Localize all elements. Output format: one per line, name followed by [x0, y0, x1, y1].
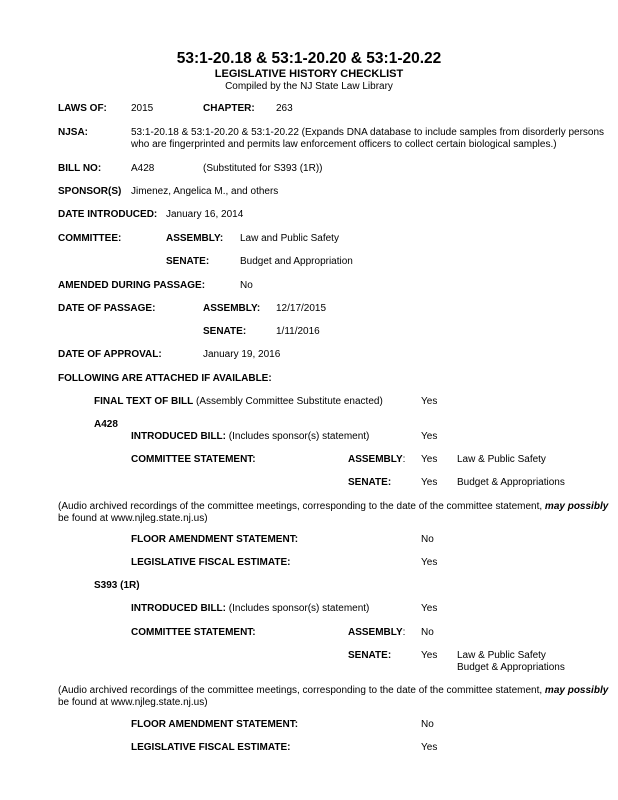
a428-senate-value: Yes: [421, 477, 438, 488]
a428-audio-emphasis: may possibly: [544, 501, 609, 512]
s393-floor-value: No: [421, 719, 434, 730]
committee-senate-value: Budget and Appropriation: [240, 256, 353, 267]
passage-senate-label: SENATE:: [203, 326, 247, 337]
compiled-by: Compiled by the NJ State Law Library: [225, 81, 393, 92]
document-title: 53:1-20.18 & 53:1-20.20 & 53:1-20.22: [176, 50, 442, 67]
committee-assembly-value: Law and Public Safety: [240, 233, 339, 244]
a428-fiscal-value: Yes: [421, 557, 438, 568]
approval-label: DATE OF APPROVAL:: [58, 349, 162, 360]
s393-senate-committee-2: Budget & Appropriations: [457, 662, 565, 673]
date-introduced-value: January 16, 2014: [166, 209, 244, 220]
committee-senate-label: SENATE:: [166, 256, 210, 267]
final-text-row: [94, 396, 383, 408]
a428-audio-note-text: (Audio archived recordings of the committee meetings, corresponding to the date of the committee statement,: [58, 501, 543, 512]
s393-fiscal-value: Yes: [421, 742, 438, 753]
s393-assembly-value: No: [421, 627, 434, 638]
chapter-label: CHAPTER:: [203, 103, 255, 114]
s393-introduced-row: [131, 603, 369, 615]
bill-no-note: (Substituted for S393 (1R)): [203, 163, 323, 174]
chapter-value: 263: [276, 103, 293, 114]
a428-introduced-note: (Includes sponsor(s) statement): [228, 431, 370, 442]
a428-senate-label: SENATE:: [348, 477, 392, 488]
s393-assembly-colon: :: [402, 627, 406, 638]
a428-audio-note-line-1: [58, 501, 608, 513]
passage-assembly-value: 12/17/2015: [276, 303, 327, 314]
final-text-note: (Assembly Committee Substitute enacted): [196, 396, 383, 407]
final-text-label: FINAL TEXT OF BILL: [94, 396, 194, 407]
a428-assembly-value: Yes: [421, 454, 438, 465]
s393-senate-value: Yes: [421, 650, 438, 661]
a428-assembly-colon: :: [402, 454, 406, 465]
sponsors-label: SPONSOR(S): [58, 186, 122, 197]
njsa-label: NJSA:: [58, 127, 89, 138]
amended-label: AMENDED DURING PASSAGE:: [58, 280, 206, 291]
a428-committee-statement-label: COMMITTEE STATEMENT:: [131, 454, 256, 465]
passage-assembly-label: ASSEMBLY:: [203, 303, 261, 314]
laws-of-label: LAWS OF:: [58, 103, 107, 114]
a428-audio-note-line-2: be found at www.njleg.state.nj.us): [58, 513, 208, 524]
attached-heading: FOLLOWING ARE ATTACHED IF AVAILABLE:: [58, 373, 272, 384]
a428-introduced-label: INTRODUCED BILL:: [131, 431, 226, 442]
njsa-line-2: who are fingerprinted and permits law enforcement officers to collect certain biological samples.): [131, 139, 557, 150]
njsa-line-1: 53:1-20.18 & 53:1-20.20 & 53:1-20.22 (Expands DNA database to include samples from disorderly persons: [131, 127, 605, 138]
s393-senate-label: SENATE:: [348, 650, 392, 661]
a428-assembly-committee: Law & Public Safety: [457, 454, 546, 465]
bill-no-value: A428: [131, 163, 155, 174]
s393-heading: S393 (1R): [94, 580, 140, 591]
s393-audio-note-line-2: be found at www.njleg.state.nj.us): [58, 697, 208, 708]
sponsors-value: Jimenez, Angelica M., and others: [131, 186, 279, 197]
s393-audio-emphasis: may possibly: [544, 685, 609, 696]
amended-value: No: [240, 280, 253, 291]
date-introduced-label: DATE INTRODUCED:: [58, 209, 158, 220]
document-subtitle: LEGISLATIVE HISTORY CHECKLIST: [214, 68, 404, 80]
a428-assembly-label: ASSEMBLY: [348, 454, 403, 465]
passage-senate-value: 1/11/2016: [276, 326, 320, 337]
a428-introduced-row: [131, 431, 369, 443]
committee-label: COMMITTEE:: [58, 233, 122, 244]
s393-assembly-label: ASSEMBLY: [348, 627, 403, 638]
s393-floor-label: FLOOR AMENDMENT STATEMENT:: [131, 719, 299, 730]
s393-audio-note-line-1: [58, 685, 608, 697]
final-text-value: Yes: [421, 396, 438, 407]
s393-introduced-value: Yes: [421, 603, 438, 614]
s393-assembly-label-row: [348, 627, 405, 639]
committee-assembly-label: ASSEMBLY:: [166, 233, 224, 244]
a428-assembly-label-row: [348, 454, 405, 466]
s393-senate-committee-1: Law & Public Safety: [457, 650, 546, 661]
laws-of-value: 2015: [131, 103, 154, 114]
a428-heading: A428: [94, 419, 118, 430]
a428-floor-value: No: [421, 534, 434, 545]
approval-value: January 19, 2016: [203, 349, 281, 360]
s393-fiscal-label: LEGISLATIVE FISCAL ESTIMATE:: [131, 742, 291, 753]
s393-audio-note-text: (Audio archived recordings of the committee meetings, corresponding to the date of the committee statement,: [58, 685, 543, 696]
bill-no-label: BILL NO:: [58, 163, 102, 174]
passage-label: DATE OF PASSAGE:: [58, 303, 156, 314]
a428-fiscal-label: LEGISLATIVE FISCAL ESTIMATE:: [131, 557, 291, 568]
s393-committee-statement-label: COMMITTEE STATEMENT:: [131, 627, 256, 638]
a428-introduced-value: Yes: [421, 431, 438, 442]
s393-introduced-note: (Includes sponsor(s) statement): [228, 603, 370, 614]
s393-introduced-label: INTRODUCED BILL:: [131, 603, 226, 614]
a428-senate-committee: Budget & Appropriations: [457, 477, 565, 488]
a428-floor-label: FLOOR AMENDMENT STATEMENT:: [131, 534, 299, 545]
